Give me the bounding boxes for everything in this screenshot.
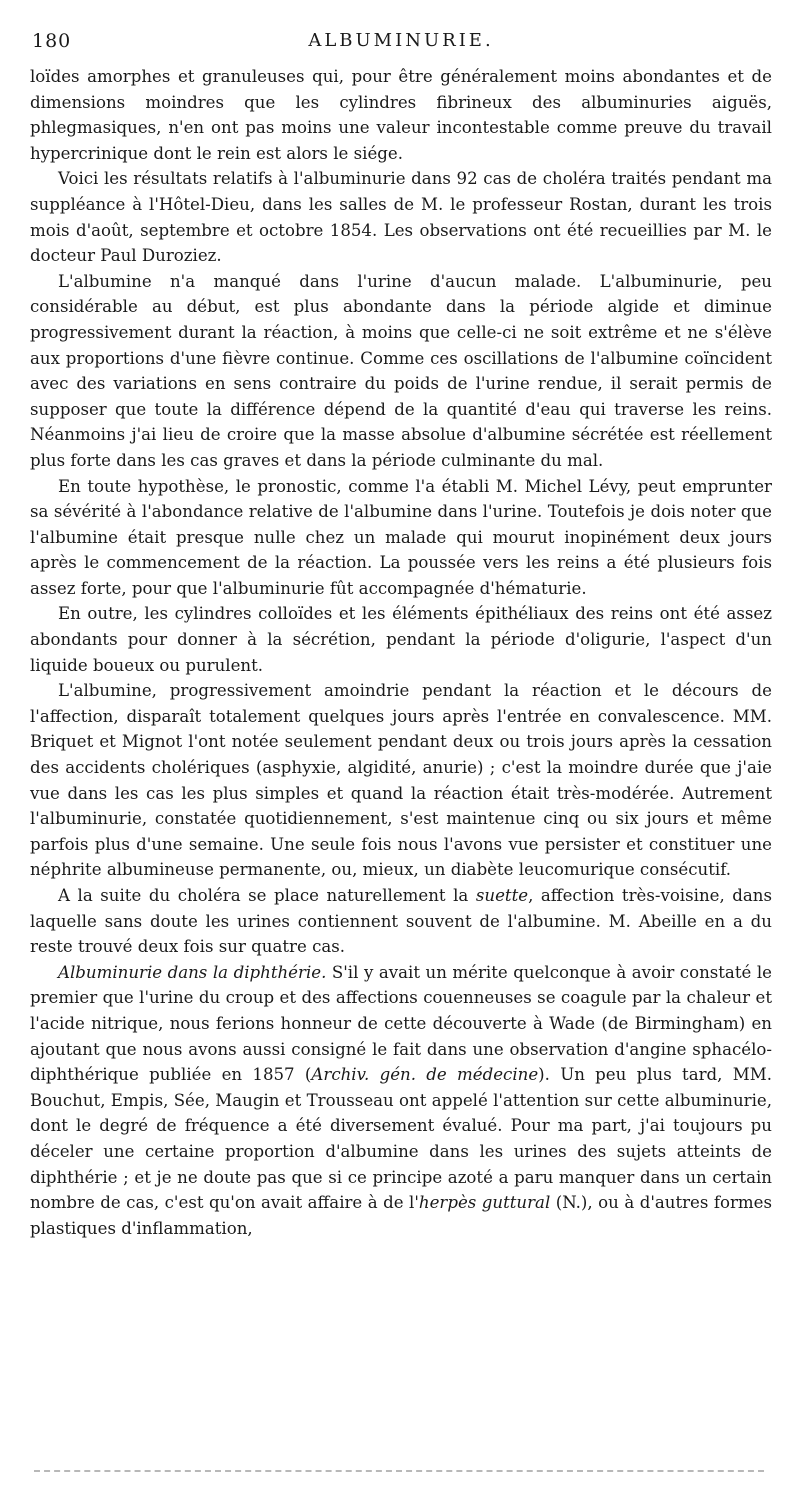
footer-rule [34, 1470, 764, 1472]
paragraph [30, 601, 772, 678]
paragraph [30, 269, 772, 474]
text-run: ). Un peu plus tard, MM. Bouchut, Empis, Sée, Maugin et Trousseau ont appelé l'attention sur cette albuminurie, dont le degré de fréquence a été diversement évalué. Pour ma part, j'ai toujours pu déceler une certaine proportion d'albumine dans les urines des sujets atteints de diphthérie ; et je ne doute pas que si ce principe azoté a paru manquer dans un certain nombre de cas, c'est qu'on avait affaire à de l' [30, 1065, 773, 1213]
running-head [30, 30, 772, 60]
paragraph [30, 64, 772, 166]
italic-text: suette [475, 886, 529, 905]
text-run: A la suite du choléra se place naturellement la [58, 886, 476, 905]
text-run: S'il y avait un mérite quelconque à avoir constaté le premier que l'urine du croup et des affections couenneuses se coagule par la chaleur et l'acide nitrique, nous ferions honneur de cette découverte à Wade (de Birmingham) en ajoutant que nous avons aussi consigné le fait dans une observation d'angine sphacélo-diphthérique publiée en 1857 ( [30, 962, 772, 1085]
body-text [30, 64, 772, 1241]
paragraph [30, 883, 772, 960]
paragraph [30, 960, 772, 1242]
paragraph [30, 166, 772, 268]
page-number: 180 [32, 30, 72, 52]
text-run: L'albumine n'a manqué dans l'urine d'aucun malade. L'albuminurie, peu considérable au début, est plus abondante dans la période algide et diminue progressivement durant la réaction, à moins que celle-ci ne soit extrême et ne s'élève aux proportions d'une fièvre continue. Comme ces oscillations de l'albumine coïncident avec des variations en sens contraire du poids de l'urine rendue, il serait permis de supposer que toute la différence dépend de la quantité d'eau qui traverse les reins. Néanmoins j'ai lieu de croire que la masse absolue d'albumine sécrétée est réellement plus forte dans les cas graves et dans la période culminante du mal. [30, 271, 772, 470]
book-page [30, 30, 772, 1241]
text-run: En toute hypothèse, le pronostic, comme l'a établi M. Michel Lévy, peut emprunter sa sévérité à l'abondance relative de l'albumine dans l'urine. Toutefois je dois noter que l'albumine était presque nulle chez un malade qui mourut inopinément deux jours après le commencement de la réaction. La poussée vers les reins a été plusieurs fois assez forte, pour que l'albuminurie fût accompagnée d'hématurie. [30, 476, 772, 598]
text-run: L'albumine, progressivement amoindrie pendant la réaction et le décours de l'affection, disparaît totalement quelques jours après l'entrée en convalescence. MM. Briquet et Mignot l'ont notée seulement pendant deux ou trois jours après la cessation des accidents cholériques (asphyxie, algidité, anurie) ; c'est la moindre durée que j'aie vue dans les cas les plus simples et quand la réaction était très-modérée. Autrement l'albuminurie, constatée quotidiennement, s'est maintenue cinq ou six jours et même parfois plus d'une semaine. Une seule fois nous l'avons vue persister et constituer une néphrite albumineuse permanente, ou, mieux, un diabète leucomurique consécutif. [30, 681, 772, 880]
text-run: Voici les résultats relatifs à l'albuminurie dans 92 cas de choléra traités pendant ma suppléance à l'Hôtel-Dieu, dans les salles de M. le professeur Rostan, durant les trois mois d'août, septembre et octobre 1854. Les observations ont été recueillies par M. le docteur Paul Duroziez. [30, 169, 772, 266]
running-title: ALBUMINURIE. [308, 30, 494, 51]
text-run: En outre, les cylindres colloïdes et les éléments épithéliaux des reins ont été assez abondants pour donner à la sécrétion, pendant la période d'oligurie, l'aspect d'un liquide boueux ou purulent. [30, 604, 772, 675]
text-run: , affection très-voisine, dans laquelle sans doute les urines contiennent souvent de l'albumine. M. Abeille en a du reste trouvé deux fois sur quatre cas. [30, 886, 772, 957]
paragraph [30, 474, 772, 602]
italic-text: Albuminurie dans la diphthérie. [58, 962, 327, 982]
text-run: loïdes amorphes et granuleuses qui, pour être généralement moins abondantes et de dimensions moindres que les cylindres fibrineux des albuminuries aiguës, phlegmasiques, n'en ont pas moins une valeur incontestable comme preuve du travail hypercrinique dont le rein est alors le siége. [30, 67, 772, 163]
paragraph [30, 678, 772, 883]
italic-text: herpès guttural [418, 1193, 551, 1213]
text-run: (N.), ou à d'autres formes plastiques d'inflammation, [30, 1193, 773, 1238]
italic-text: Archiv. gén. de médecine [311, 1065, 539, 1085]
